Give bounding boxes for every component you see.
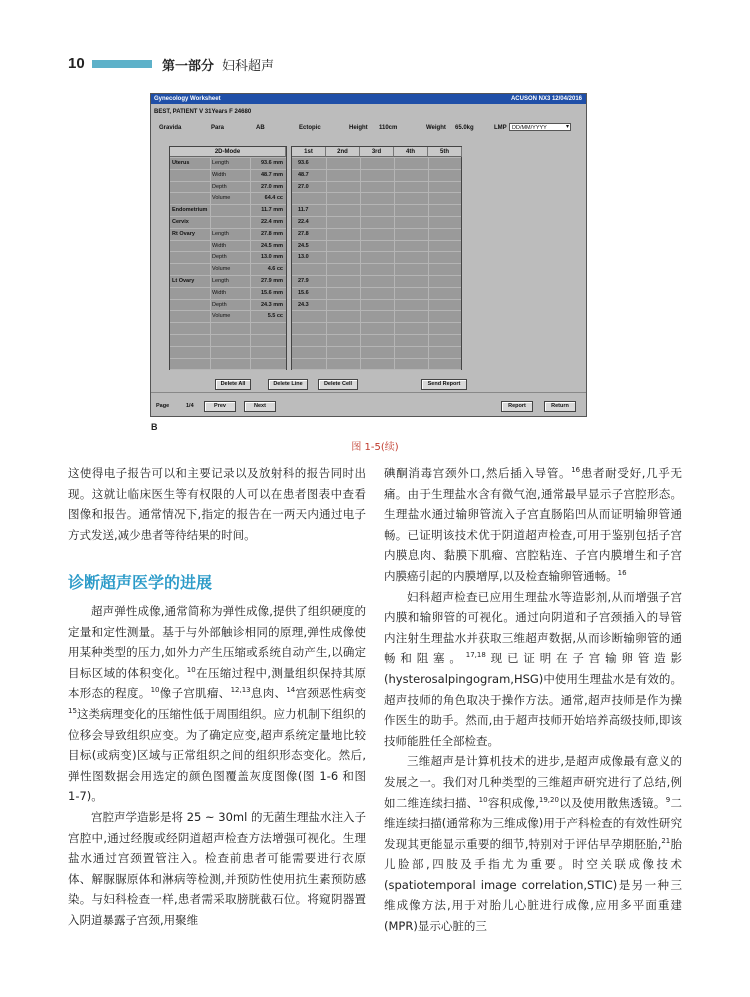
- measurement-table: [169, 146, 287, 370]
- organ-cell[interactable]: [172, 251, 212, 263]
- parameter-cell[interactable]: Volume: [212, 313, 231, 320]
- lmp-label: LMP: [494, 125, 507, 131]
- parameter-cell[interactable]: [212, 204, 248, 216]
- weight-label: Weight: [426, 125, 446, 131]
- exam-1st-cell[interactable]: 93.6: [298, 160, 309, 166]
- lmp-date-select[interactable]: DD/MM/YYYY ▾: [509, 123, 571, 131]
- para-label: Para: [211, 125, 225, 131]
- running-header: [162, 55, 274, 74]
- value-cell[interactable]: 11.7 mm: [261, 207, 283, 214]
- value-cell[interactable]: 22.4 mm: [260, 219, 283, 225]
- organ-cell[interactable]: [172, 299, 212, 311]
- row-divider: [292, 369, 461, 370]
- organ-cell[interactable]: Endometrium: [172, 207, 208, 214]
- value-cell[interactable]: 24.5 mm: [260, 242, 283, 249]
- report-button[interactable]: Report: [501, 401, 533, 412]
- organ-cell[interactable]: [172, 240, 212, 252]
- organ-cell[interactable]: [172, 310, 212, 322]
- exam-table: [291, 146, 462, 370]
- exam-1st-cell[interactable]: 24.5: [298, 242, 309, 249]
- value-cell[interactable]: 48.7 mm: [260, 171, 283, 178]
- paragraph: 宫腔声学造影是将 25 ~ 30ml 的无菌生理盐水注入子宫腔中,通过经腹或经阴道超声检查方法增强可视化。生理盐水通过宫颈置管注入。检查前患者可能需要进行衣原体、解脲脲原体和淋病等检测,并预防性使用抗生素预防感染。与妇科检查一样,患者需采取膀胱截石位。将窥阴器置入阴道暴露子宫颈,用聚维: [68, 809, 366, 927]
- patient-info: BEST, PATIENT V 31Years F 24680: [154, 109, 252, 115]
- height-value: 110cm: [379, 125, 398, 131]
- figure-caption: 图 1-5(续): [351, 442, 399, 453]
- column-divider: [326, 157, 327, 369]
- system-and-date: ACUSON NX3 12/04/2016: [510, 96, 582, 102]
- parameter-cell[interactable]: Length: [212, 160, 229, 166]
- value-cell[interactable]: 93.6 mm: [260, 160, 283, 166]
- left-column-cont: [68, 601, 366, 931]
- worksheet-screenshot: [150, 93, 587, 417]
- organ-cell[interactable]: [172, 287, 212, 299]
- value-cell[interactable]: 27.8 mm: [260, 230, 283, 237]
- exam-header-3rd: 3rd: [360, 147, 394, 157]
- exam-1st-cell[interactable]: [298, 310, 326, 322]
- worksheet-title: Gynecology Worksheet: [154, 96, 221, 102]
- exam-header-4th: 4th: [394, 147, 428, 157]
- value-cell[interactable]: 13.0 mm: [260, 254, 283, 261]
- value-cell[interactable]: 5.5 cc: [267, 313, 283, 320]
- value-cell[interactable]: 15.6 mm: [260, 289, 283, 296]
- row-divider: [292, 346, 461, 347]
- value-cell[interactable]: 27.0 mm: [260, 183, 283, 190]
- page-label: Page: [156, 403, 170, 409]
- paragraph: 妇科超声检查已应用生理盐水等造影剂,从而增强子宫内膜和输卵管的可视化。通过向阴道和子宫颈插入的导管内注射生理盐水并获取三维超声数据,从而诊断输卵管的通畅和阻塞。$^{17,18}$现已证明在子宫输卵管造影(hysterosalpingogram,HSG)中使用生理盐水是有效的。超声技师的角色取决于操作方法。通常,超声技师是作为操作医生的助手。然而,由于超声技师开始培养高级技师,即该技师能胜任全部检查。: [384, 589, 683, 748]
- section-title: 诊断超声医学的进展: [68, 573, 213, 592]
- ectopic-label: Ectopic: [299, 125, 321, 131]
- left-column: [68, 463, 366, 545]
- parameter-cell[interactable]: Depth: [212, 254, 227, 261]
- organ-cell[interactable]: Cervix: [172, 219, 189, 225]
- chapter-label: 妇科超声: [222, 59, 275, 74]
- worksheet-titlebar: [151, 94, 586, 104]
- row-divider: [292, 334, 461, 335]
- part-label: 第一部分: [162, 59, 215, 74]
- footer-divider: [151, 392, 586, 393]
- exam-header-2nd: 2nd: [326, 147, 360, 157]
- parameter-cell[interactable]: Width: [212, 242, 227, 249]
- row-divider: [170, 369, 286, 370]
- value-cell[interactable]: 4.6 cc: [267, 266, 283, 273]
- exam-1st-cell[interactable]: 22.4: [298, 219, 309, 225]
- delete-cell-button[interactable]: Delete Cell: [318, 379, 358, 390]
- organ-cell[interactable]: [172, 181, 212, 193]
- parameter-cell[interactable]: Depth: [212, 183, 227, 190]
- parameter-cell[interactable]: Length: [212, 230, 229, 237]
- value-cell[interactable]: 24.3 mm: [260, 301, 283, 308]
- organ-cell[interactable]: Uterus: [172, 160, 190, 166]
- gravida-label: Gravida: [159, 125, 182, 131]
- value-cell[interactable]: 27.9 mm: [260, 278, 283, 284]
- right-column: [384, 463, 682, 937]
- page-number: 10: [68, 55, 85, 72]
- ab-label: AB: [256, 125, 265, 131]
- exam-1st-cell[interactable]: 15.6: [298, 289, 309, 296]
- paragraph: 碘酮消毒宫颈外口,然后插入导管。$^{16}$患者耐受好,几乎无痛。由于生理盐水含有微气泡,通常最早显示子宫腔形态。生理盐水通过输卵管流入子宫直肠陷凹从而证明输卵管通畅。已证明该技术优于阴道超声检查,可用于鉴别包括子宫内膜息肉、黏膜下肌瘤、宫腔粘连、子宫内膜增生和子宫内膜癌引起的内膜增厚,以及检查输卵管通畅。$^{16}$: [384, 466, 683, 583]
- organ-cell[interactable]: [172, 192, 212, 204]
- paragraph: 三维超声是计算机技术的进步,是超声成像最有意义的发展之一。我们对几种类型的三维超声研究进行了总结,例如二维连续扫描、$^{10}$容积成像,$^{19,20}$以及使用散焦透镜。$^9$二维连续扫描(通常称为三维成像)用于产科检查的有效性研究发现其更能显示重要的细节,特别对于评估早孕期胚胎,$^{21}$胎儿脸部,四肢及手指尤为重要。时空关联成像技术(spatiotemporal image correlation,STIC)是另一种三维成像方法,用于对胎儿心脏进行成像,应用多平面重建(MPR)显示心脏的三: [384, 754, 683, 934]
- row-divider: [170, 358, 286, 359]
- return-button[interactable]: Return: [544, 401, 576, 412]
- header-accent-bar: [92, 60, 152, 68]
- exam-header-5th: 5th: [428, 147, 462, 157]
- height-label: Height: [349, 125, 368, 131]
- column-divider: [428, 157, 429, 369]
- paragraph: 这使得电子报告可以和主要记录以及放射科的报告同时出现。这就让临床医生等有权限的人可以在患者图表中查看图像和报告。通常情况下,指定的报告在一两天内通过电子方式发送,减少患者等待结果的时间。: [68, 466, 366, 542]
- exam-1st-cell[interactable]: [298, 263, 326, 275]
- panel-label: B: [151, 422, 158, 432]
- parameter-cell[interactable]: [212, 216, 248, 228]
- row-divider: [170, 346, 286, 347]
- next-button[interactable]: Next: [244, 401, 276, 412]
- organ-cell[interactable]: [172, 263, 212, 275]
- parameter-cell[interactable]: Volume: [212, 195, 231, 202]
- page-indicator: 1/4: [186, 403, 194, 409]
- column-divider: [360, 157, 361, 369]
- send-report-button[interactable]: Send Report: [421, 379, 467, 390]
- delete-line-button[interactable]: Delete Line: [268, 379, 308, 390]
- parameter-cell[interactable]: Volume: [212, 266, 231, 273]
- exam-1st-cell[interactable]: 27.9: [298, 278, 309, 284]
- delete-all-button[interactable]: Delete All: [215, 379, 251, 390]
- exam-1st-cell[interactable]: 13.0: [298, 254, 309, 261]
- row-divider: [170, 334, 286, 335]
- exam-1st-cell[interactable]: 27.0: [298, 183, 309, 190]
- exam-1st-cell[interactable]: [298, 192, 326, 204]
- column-divider: [394, 157, 395, 369]
- value-cell[interactable]: 64.4 cc: [264, 195, 283, 202]
- organ-cell[interactable]: [172, 169, 212, 181]
- mode-header: 2D-Mode: [170, 147, 286, 157]
- organ-cell[interactable]: Rt Ovary: [172, 230, 195, 237]
- exam-1st-cell[interactable]: 24.3: [298, 301, 309, 308]
- row-divider: [292, 358, 461, 359]
- exam-1st-cell[interactable]: 27.8: [298, 230, 309, 237]
- exam-1st-cell[interactable]: 11.7: [298, 207, 309, 214]
- parameter-cell[interactable]: Depth: [212, 301, 227, 308]
- organ-cell[interactable]: Lt Ovary: [172, 278, 195, 284]
- parameter-cell[interactable]: Width: [212, 289, 227, 296]
- parameter-cell[interactable]: Width: [212, 171, 227, 178]
- parameter-cell[interactable]: Length: [212, 278, 229, 284]
- exam-1st-cell[interactable]: 48.7: [298, 171, 309, 178]
- exam-header-1st: 1st: [292, 147, 326, 157]
- weight-value: 65.0kg: [455, 125, 474, 131]
- paragraph: 超声弹性成像,通常简称为弹性成像,提供了组织硬度的定量和定性测量。基于与外部触诊相同的原理,弹性成像使用某种类型的压力,如外力产生压缩或系统自动产生,以确定目标区域的体积变化。$^{10}$在压缩过程中,测量组织保持其原本形态的程度。$^{10}$像子宫肌瘤、$^{12,13}$息肉、$^{14}$宫颈恶性病变$^{15}$这类病理变化的压缩性低于周围组织。应力机制下组织的位移会导致组织应变。为了确定应变,超声系统定量地比较目标(或病变)区域与正常组织之间的组织形态变化。然后,弹性图数据会用选定的颜色图覆盖灰度图像(图 1-6 和图 1-7)。: [68, 604, 367, 804]
- prev-button[interactable]: Prev: [204, 401, 236, 412]
